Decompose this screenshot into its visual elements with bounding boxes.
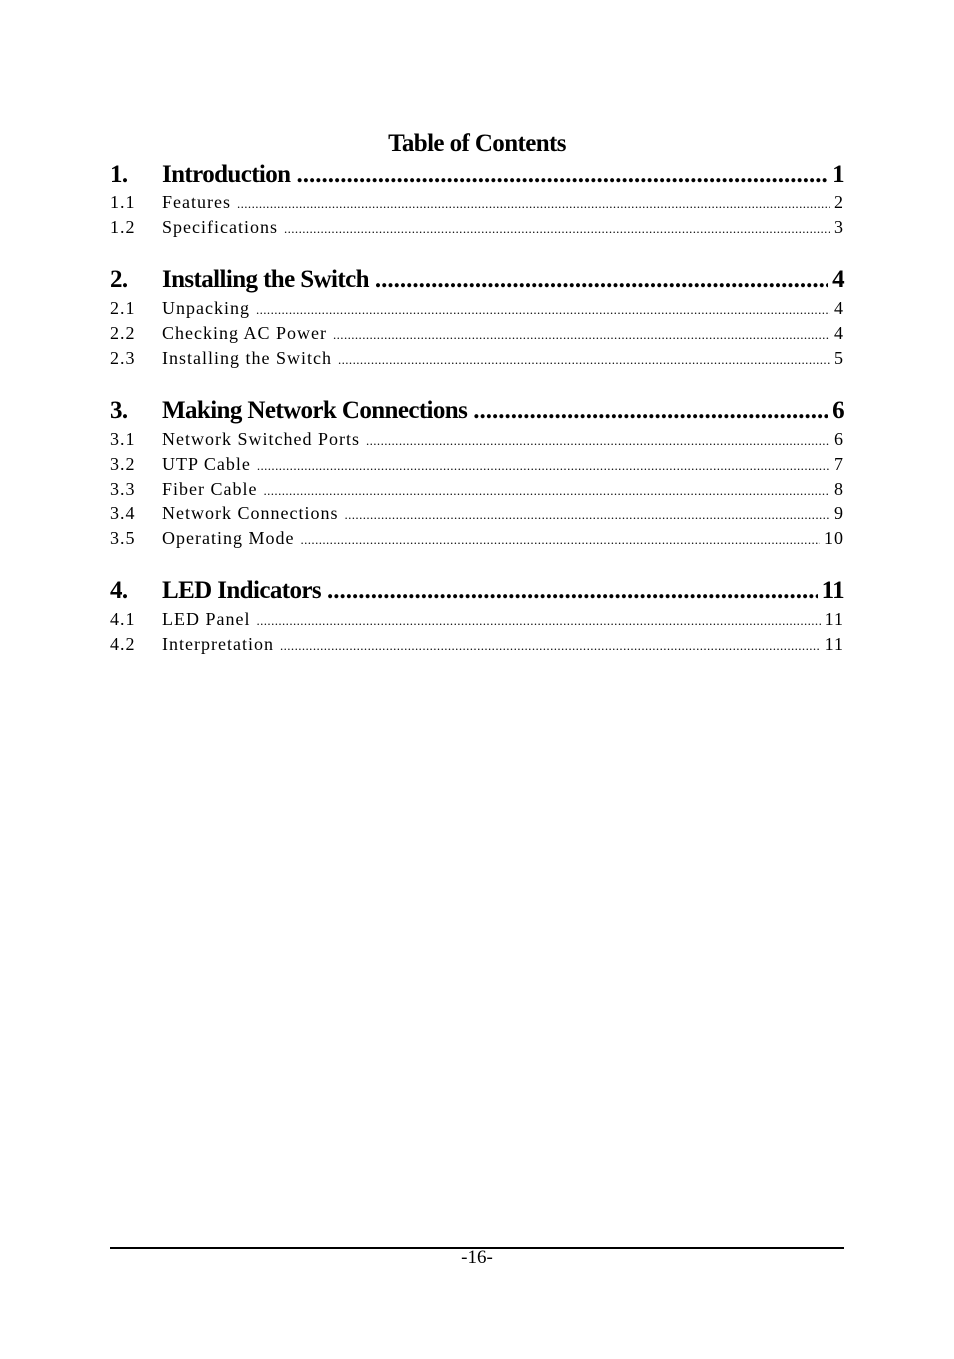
toc-dot-leader [375,265,828,295]
toc-item-unpacking[interactable] [110,296,844,320]
toc-item-label: UTP Cable [162,454,251,474]
toc-item-label: Interpretation [162,634,274,654]
toc-item-page: 2 [834,192,844,212]
toc-item-label: Operating Mode [162,528,295,548]
toc-dot-leader [263,479,830,503]
toc-item-number: 3.5 [110,528,136,548]
toc-item-checking-ac-power[interactable] [110,321,844,345]
toc-item-label: Network Switched Ports [162,429,360,449]
toc-section-label: Installing the Switch [162,266,369,293]
toc-section-label: Introduction [162,161,291,188]
toc-section-introduction[interactable] [110,160,844,190]
toc-item-label: Network Connections [162,503,339,523]
toc-dot-leader [284,217,830,241]
toc-item-interpretation[interactable] [110,632,844,656]
toc-item-number: 4.2 [110,634,136,654]
toc-section-making-network-connections[interactable] [110,396,844,426]
toc-item-led-panel[interactable] [110,607,844,631]
toc-dot-leader [296,160,828,190]
toc-item-utp-cable[interactable] [110,452,844,476]
toc-item-page: 11 [824,609,844,629]
toc-item-fiber-cable[interactable] [110,477,844,501]
toc-item-label: Specifications [162,217,278,237]
toc-item-number: 1.1 [110,192,136,212]
toc-section-number: 2. [110,266,128,293]
toc-section-page: 11 [821,577,844,604]
toc-dot-leader [344,503,830,527]
toc-section-label: LED Indicators [162,577,321,604]
toc-item-installing-the-switch[interactable] [110,346,844,370]
toc-dot-leader [280,634,821,658]
toc-item-number: 3.1 [110,429,136,449]
toc-item-page: 5 [834,348,844,368]
toc-item-network-connections[interactable] [110,501,844,525]
toc-item-operating-mode[interactable] [110,526,844,550]
toc-section-number: 3. [110,397,128,424]
toc-item-page: 10 [824,528,844,548]
toc-dot-leader [300,528,820,552]
toc-dot-leader [257,454,830,478]
toc-item-number: 2.1 [110,298,136,318]
toc-item-label: Installing the Switch [162,348,332,368]
page-title: Table of Contents [388,130,566,157]
toc-item-features[interactable] [110,190,844,214]
toc-item-label: Checking AC Power [162,323,327,343]
toc-item-page: 11 [824,634,844,654]
toc-section-page: 4 [832,266,844,293]
toc-item-label: Fiber Cable [162,479,258,499]
toc-section-page: 1 [832,161,844,188]
toc-dot-leader [256,609,820,633]
toc-section-label: Making Network Connections [162,397,468,424]
page-number: -16- [461,1247,493,1268]
toc-item-network-switched-ports[interactable] [110,427,844,451]
toc-section-page: 6 [832,397,844,424]
toc-item-page: 3 [834,217,844,237]
toc-item-number: 1.2 [110,217,136,237]
toc-section-number: 4. [110,577,128,604]
toc-item-label: Features [162,192,231,212]
toc-item-number: 3.2 [110,454,136,474]
toc-section-led-indicators[interactable] [110,576,844,606]
toc-dot-leader [333,323,830,347]
toc-item-page: 7 [834,454,844,474]
toc-item-specifications[interactable] [110,215,844,239]
toc-item-number: 3.4 [110,503,136,523]
toc-item-number: 2.2 [110,323,136,343]
toc-item-label: Unpacking [162,298,250,318]
toc-item-label: LED Panel [162,609,251,629]
toc-dot-leader [338,348,830,372]
toc-item-page: 8 [834,479,844,499]
toc-item-number: 3.3 [110,479,136,499]
toc-item-page: 6 [834,429,844,449]
toc-dot-leader [327,576,818,606]
toc-item-page: 4 [834,298,844,318]
toc-dot-leader [366,429,830,453]
toc-section-number: 1. [110,161,128,188]
toc-item-number: 2.3 [110,348,136,368]
toc-dot-leader [237,192,830,216]
toc-dot-leader [473,396,828,426]
toc-item-number: 4.1 [110,609,136,629]
toc-section-installing-the-switch[interactable] [110,265,844,295]
toc-item-page: 9 [834,503,844,523]
toc-dot-leader [256,298,830,322]
toc-item-page: 4 [834,323,844,343]
